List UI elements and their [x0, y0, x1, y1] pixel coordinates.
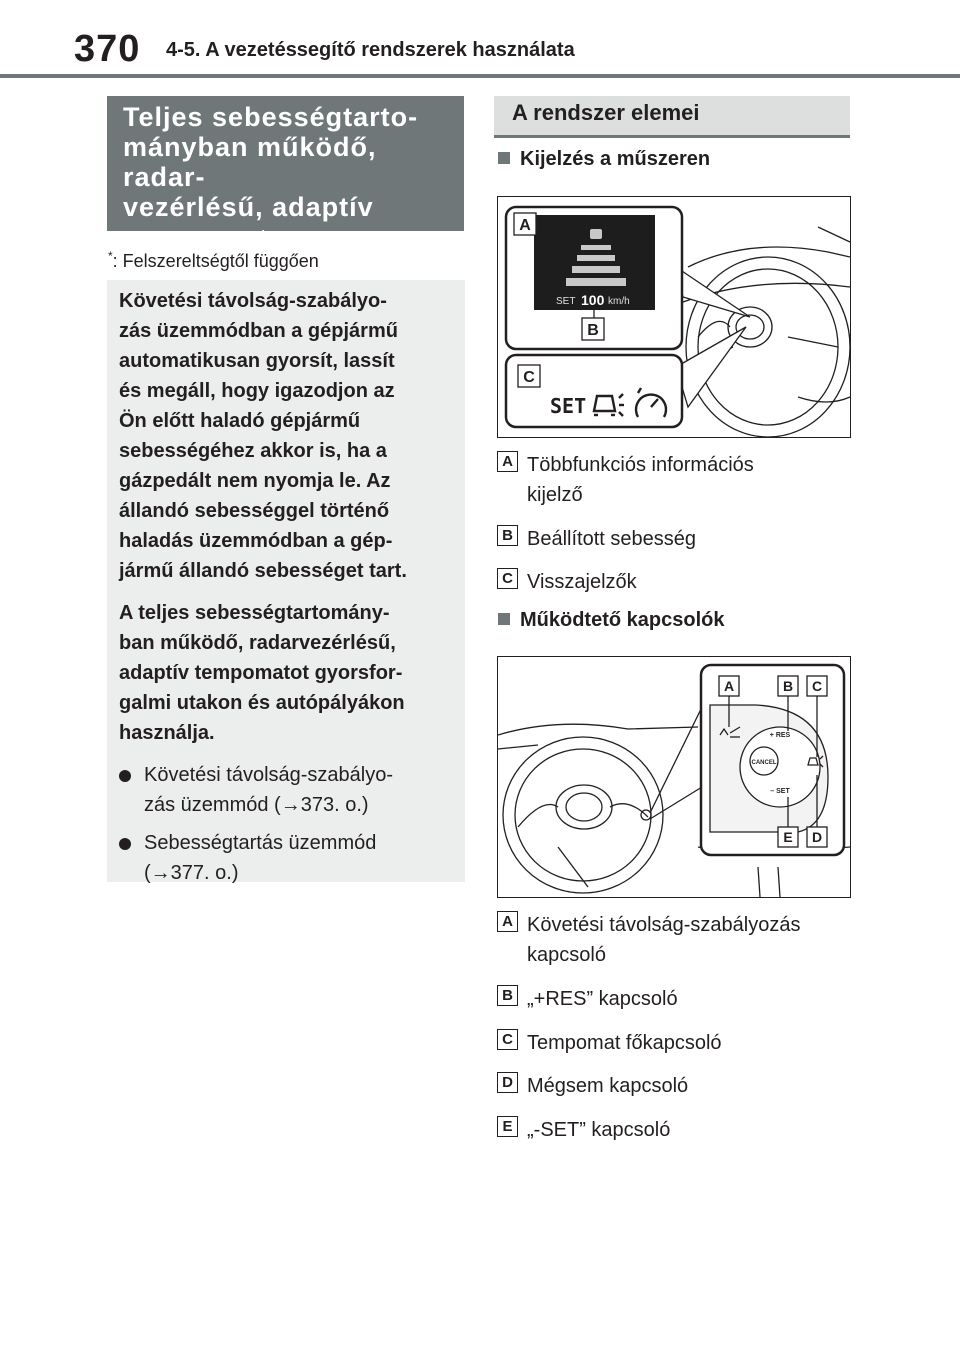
- set-speed-value: 100: [581, 292, 605, 308]
- callout-wedge-a: [676, 267, 750, 317]
- subhead-display: [498, 148, 710, 171]
- banner-footnote-marker: *: [260, 228, 268, 245]
- legend-text: [527, 450, 857, 510]
- switch-legend-item-b: [497, 984, 857, 1014]
- info-line: Ön előtt haladó gépjármű: [119, 410, 361, 432]
- legend-letter: E: [497, 1116, 518, 1137]
- set-speed-unit: km/h: [608, 296, 630, 307]
- bullet-line: Követési távolság-szabályo-: [144, 764, 394, 786]
- legend-letter: A: [497, 911, 518, 932]
- steering-wheel-bg-icon: [683, 227, 850, 437]
- info-line: jármű állandó sebességet tart.: [119, 560, 407, 582]
- subhead-switches-text: Működtető kapcsolók: [520, 609, 725, 631]
- info-line: sebességéhez akkor is, ha a: [119, 440, 387, 462]
- legend-letter: C: [497, 568, 518, 589]
- button-cancel-label: CANCEL: [751, 760, 777, 766]
- right-section-banner: A rendszer elemei: [494, 96, 850, 138]
- bullet-dot-icon: [119, 770, 131, 782]
- legend-text: Tempomat főkapcsoló: [527, 1032, 722, 1054]
- info-line: használja.: [119, 722, 215, 744]
- figure-operating-switches: [497, 656, 851, 898]
- info-line: automatikusan gyorsít, lassít: [119, 350, 395, 372]
- legend-line: Többfunkciós információs: [527, 454, 754, 476]
- info-line: állandó sebességgel történő: [119, 500, 390, 522]
- left-banner-title-line: vezérlésű, adaptív: [123, 192, 374, 222]
- square-bullet-icon: [498, 152, 510, 164]
- display-legend-item-a: [497, 450, 857, 510]
- figure2-label-e: E: [783, 829, 793, 845]
- left-banner-title-line: Teljes sebességtarto-: [123, 102, 419, 132]
- bullet-dot-icon: [119, 838, 131, 850]
- bullet-line-link[interactable]: zás üzemmód (→373. o.): [144, 794, 369, 816]
- info-line: haladás üzemmódban a gép-: [119, 530, 393, 552]
- legend-line: kapcsoló: [527, 944, 606, 966]
- figure1-label-b: B: [587, 322, 599, 339]
- info-line: és megáll, hogy igazodjon az: [119, 380, 395, 402]
- footnote-marker: *: [108, 249, 113, 263]
- legend-text: Beállított sebesség: [527, 528, 696, 550]
- figure2-label-b: B: [782, 678, 794, 694]
- figure2-label-d: D: [811, 829, 823, 845]
- bullet-item: [119, 760, 455, 820]
- display-legend-item-b: [497, 524, 857, 554]
- info-box: [107, 280, 465, 882]
- subhead-switches: [498, 609, 724, 632]
- info-line: galmi utakon és autópályákon: [119, 692, 405, 714]
- figure1-label-a: A: [519, 217, 531, 234]
- button-res-label: + RES: [769, 732, 791, 739]
- info-line: adaptív tempomatot gyorsfor-: [119, 662, 403, 684]
- page-number: 370: [74, 28, 141, 70]
- switch-legend-item-e: [497, 1115, 857, 1145]
- legend-line: Követési távolság-szabályozás: [527, 914, 801, 936]
- legend-text: „-SET” kapcsoló: [527, 1119, 671, 1141]
- figure2-label-c: C: [811, 678, 823, 694]
- legend-letter: A: [497, 451, 518, 472]
- square-bullet-icon: [498, 613, 510, 625]
- indicator-set: SET: [550, 394, 587, 418]
- info-line: ban működő, radarvezérlésű,: [119, 632, 396, 654]
- legend-text: „+RES” kapcsoló: [527, 988, 678, 1010]
- switch-legend-item-d: [497, 1071, 857, 1101]
- info-line: zás üzemmódban a gépjármű: [119, 320, 398, 342]
- legend-letter: B: [497, 525, 518, 546]
- legend-text: [527, 910, 857, 970]
- legend-letter: B: [497, 985, 518, 1006]
- footnote-text: : Felszereltségtől függően: [112, 251, 319, 271]
- info-line: A teljes sebességtartomány-: [119, 602, 390, 624]
- left-banner-title-last: tempomat: [123, 227, 261, 257]
- figure1-label-c: C: [523, 369, 535, 386]
- bullet-item: [119, 828, 455, 888]
- info-line: Követési távolság-szabályo-: [119, 290, 387, 312]
- section-title: 4-5. A vezetéssegítő rendszerek használata: [166, 39, 575, 61]
- bullet-line: Sebességtartás üzemmód: [144, 832, 377, 854]
- legend-letter: D: [497, 1072, 518, 1093]
- subhead-display-text: Kijelzés a műszeren: [520, 148, 711, 170]
- left-banner-title: [123, 102, 450, 257]
- footnote: [108, 249, 319, 272]
- figure2-label-a: A: [723, 678, 735, 694]
- figure-instrument-display: [497, 196, 851, 438]
- info-paragraph-2: [119, 598, 455, 748]
- info-paragraph-1: [119, 286, 455, 586]
- legend-text: Visszajelzők: [527, 571, 637, 593]
- left-section-banner: [107, 96, 464, 257]
- legend-line: kijelző: [527, 484, 583, 506]
- display-legend-item-c: [497, 567, 857, 597]
- switch-legend-item-c: [497, 1028, 857, 1058]
- header-rule: [0, 74, 960, 78]
- instrument-display-illustration: [498, 197, 850, 437]
- operating-switches-illustration: [498, 657, 850, 897]
- bullet-line-link[interactable]: (→377. o.): [144, 862, 239, 884]
- switch-legend-item-a: [497, 910, 857, 970]
- legend-text: Mégsem kapcsoló: [527, 1075, 689, 1097]
- legend-letter: C: [497, 1029, 518, 1050]
- info-line: gázpedált nem nyomja le. Az: [119, 470, 391, 492]
- set-speed-prefix: SET: [556, 296, 576, 307]
- button-set-label: – SET: [770, 788, 790, 795]
- left-banner-title-line: mányban működő, radar-: [123, 132, 377, 192]
